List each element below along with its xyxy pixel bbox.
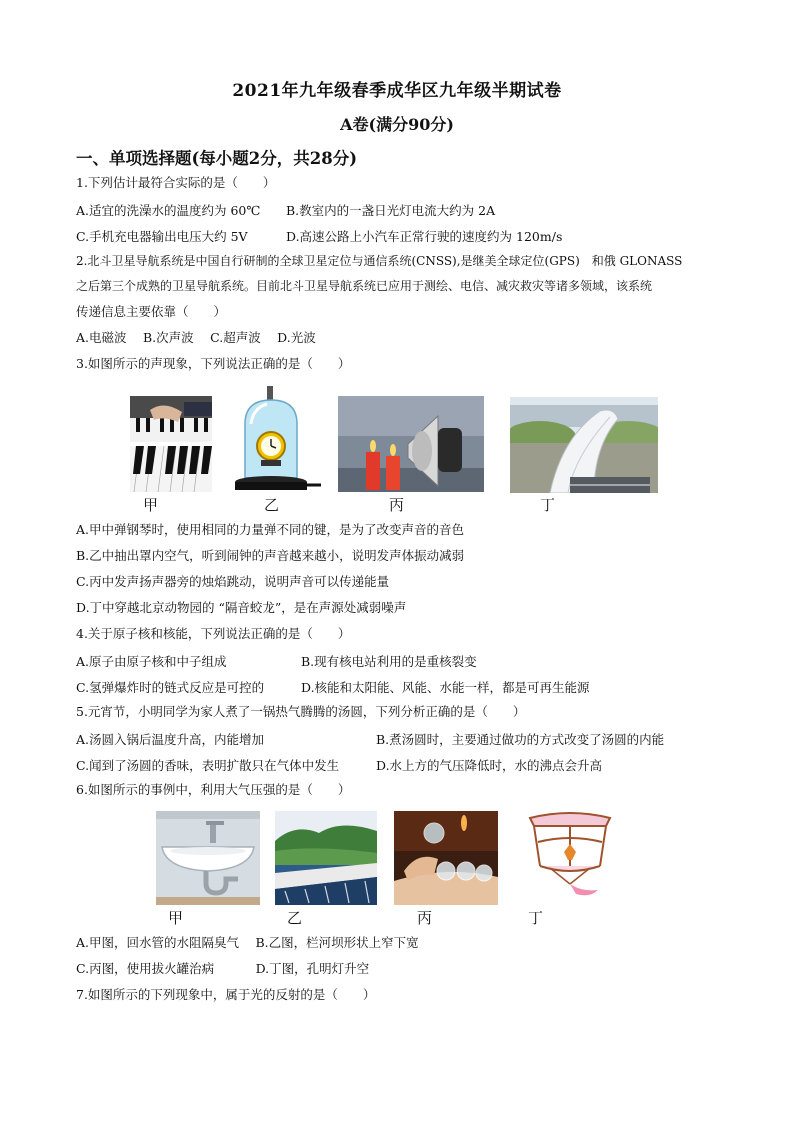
q4-stem: 4.关于原子核和核能，下列说法正确的是（ ） — [76, 626, 351, 641]
q3-stem: 3.如图所示的声现象，下列说法正确的是（ ） — [76, 356, 351, 371]
q3-option-c: C.丙中发声扬声器旁的烛焰跳动，说明声音可以传递能量 — [76, 574, 390, 589]
q5-option-d: D.水上方的气压降低时，水的沸点会升高 — [376, 758, 603, 773]
q6-caption-jia: 甲 — [168, 909, 184, 927]
q4-option-c: C.氢弹爆炸时的链式反应是可控的 — [76, 680, 265, 695]
exam-subtitle: A卷(满分90分) — [340, 115, 454, 134]
q3-figure-piano-hands — [130, 396, 212, 442]
q6-stem: 6.如图所示的事例中，利用大气压强的是（ ） — [76, 782, 351, 797]
q2-stem-line-1: 2.北斗卫星导航系统是中国自行研制的全球卫星定位与通信系统(CNSS),是继美全球定位(GPS) 和俄 GLONASS — [76, 254, 683, 268]
q6-figure-dam — [275, 811, 377, 905]
exam-title: 2021年九年级春季成华区九年级半期试卷 — [232, 81, 562, 101]
q6-caption-ding: 丁 — [528, 909, 544, 927]
q3-caption-ding: 丁 — [540, 496, 556, 514]
q2-stem-line-3: 传递信息主要依靠（ ） — [76, 304, 227, 319]
q7-stem: 7.如图所示的下列现象中，属于光的反射的是（ ） — [76, 987, 376, 1002]
q6-options-cd: C.丙图，使用拔火罐治病 D.丁图，孔明灯升空 — [76, 961, 370, 976]
q1-option-a: A.适宜的洗澡水的温度约为 60℃ — [76, 203, 261, 218]
q3-caption-yi: 乙 — [264, 496, 280, 514]
q5-option-c: C.闻到了汤圆的香味，表明扩散只在气体中发生 — [76, 758, 340, 773]
q5-stem: 5.元宵节，小明同学为家人煮了一锅热气腾腾的汤圆，下列分析正确的是（ ） — [76, 704, 526, 719]
q6-figure-sink — [156, 811, 260, 905]
q6-caption-bing: 丙 — [417, 909, 433, 927]
q3-option-d: D.丁中穿越北京动物园的 “隔音蛟龙”，是在声源处减弱噪声 — [76, 600, 407, 615]
q4-option-d: D.核能和太阳能、风能、水能一样，都是可再生能源 — [301, 680, 590, 695]
q1-option-b: B.教室内的一盏日光灯电流大约为 2A — [286, 203, 496, 218]
q3-figure-speaker-candles — [338, 396, 484, 492]
q1-option-c: C.手机充电器输出电压大约 5V — [76, 229, 248, 244]
q1-stem: 1.下列估计最符合实际的是（ ） — [76, 175, 276, 190]
q3-caption-bing: 丙 — [389, 496, 405, 514]
q4-option-b: B.现有核电站利用的是重核裂变 — [301, 654, 477, 669]
q3-figure-noise-barrier — [510, 397, 658, 493]
q4-option-a: A.原子由原子核和中子组成 — [76, 654, 227, 669]
q2-options: A.电磁波 B.次声波 C.超声波 D.光波 — [76, 330, 316, 345]
q3-figure-bell-jar — [231, 384, 323, 496]
q6-figure-cupping — [394, 811, 498, 905]
q5-option-b: B.煮汤圆时，主要通过做功的方式改变了汤圆的内能 — [376, 732, 665, 747]
q3-option-b: B.乙中抽出罩内空气，听到闹钟的声音越来越小，说明发声体振动减弱 — [76, 548, 465, 563]
q3-option-a: A.甲中弹钢琴时，使用相同的力量弹不同的键，是为了改变声音的音色 — [76, 522, 465, 537]
q6-caption-yi: 乙 — [287, 909, 303, 927]
q5-option-a: A.汤圆入锅后温度升高，内能增加 — [76, 732, 265, 747]
q2-stem-line-2: 之后第三个成熟的卫星导航系统。目前北斗卫星导航系统已应用于测绘、电信、减灾救灾等诸多领域，该系统 — [76, 279, 653, 293]
q3-caption-jia: 甲 — [143, 496, 159, 514]
section-heading: 一、单项选择题(每小题2分，共28分) — [76, 149, 358, 168]
q6-figure-kongming-lantern — [520, 806, 620, 906]
q6-options-ab: A.甲图，回水管的水阻隔臭气 B.乙图，栏河坝形状上窄下宽 — [76, 935, 419, 950]
q1-option-d: D.高速公路上小汽车正常行驶的速度约为 120m/s — [286, 229, 563, 244]
q3-figure-piano-keys — [130, 446, 212, 492]
